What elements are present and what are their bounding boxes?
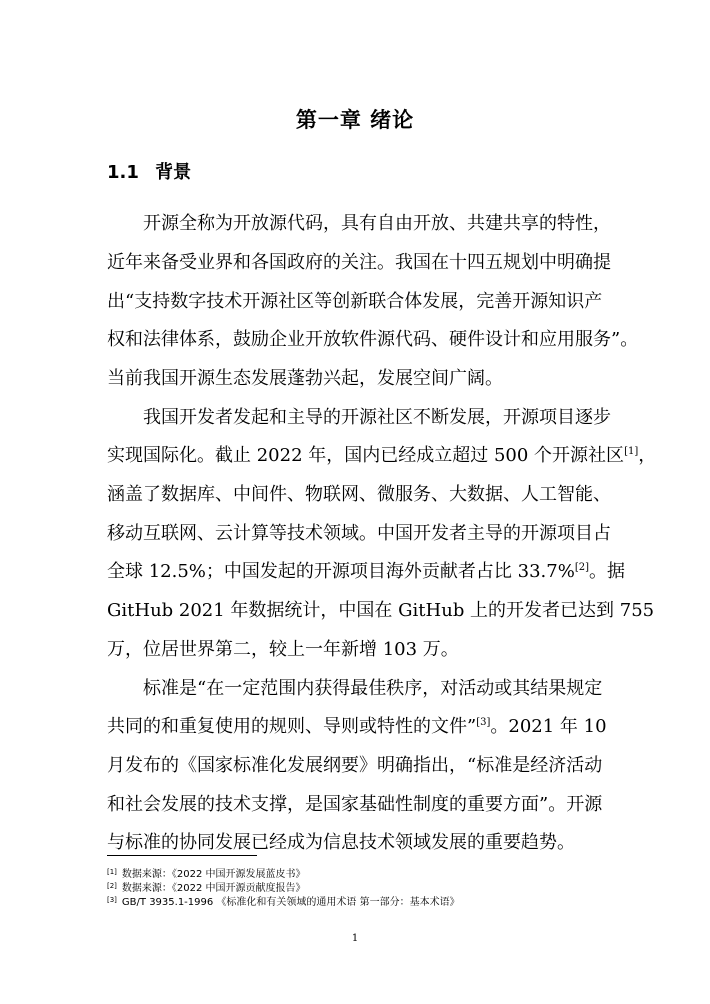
line-text: ， [638,445,657,466]
line-text: 全球 12.5%；中国发起的开源项目海外贡献者占比 33.7% [107,561,575,582]
line-text: 共同的和重复使用的规则、导则或特性的文件” [107,716,477,737]
citation-ref-2: [2] [574,562,589,573]
section-heading [107,158,191,188]
paragraph-line [107,712,607,742]
paragraph-line: 和社会发展的技术支撑，是国家基础性制度的重要方面”。开源 [107,794,603,815]
chapter-title: 第一章 绪论 [295,108,415,132]
paragraph-line: 近年来备受业界和各国政府的关注。我国在十四五规划中明确提 [107,252,611,273]
page-number: 1 [351,933,359,944]
section-title: 背景 [155,162,192,183]
footnote-mark: [1] [107,868,117,876]
paragraph-line: 开源全称为开放源代码，具有自由开放、共建共享的特性， [143,213,611,234]
paragraph-line: 出“支持数字技术开源社区等创新联合体发展，完善开源知识产 [107,291,603,312]
paragraph-line: 标准是“在一定范围内获得最佳秩序，对活动或其结果规定 [143,678,603,699]
paragraph-line [107,557,625,587]
paragraph-line: 当前我国开源生态发展蓬勃兴起，发展空间广阔。 [107,368,503,389]
paragraph-line [107,441,656,471]
line-text: 实现国际化。截止 2022 年，国内已经成立超过 500 个开源社区 [107,445,625,466]
paragraph-line: 月发布的《国家标准化发展纲要》明确指出，“标准是经济活动 [107,755,603,776]
paragraph-line: 我国开发者发起和主导的开源社区不断发展，开源项目逐步 [143,407,611,428]
paragraph-line: 万，位居世界第二，较上一年新增 103 万。 [107,639,459,660]
footnote-text: 数据来源：《2022 中国开源贡献度报告》 [121,883,306,894]
footnote-divider [107,855,257,856]
line-text: 。据 [588,561,625,582]
citation-ref-1: [1] [624,446,639,457]
footnote-text: 数据来源：《2022 中国开源发展蓝皮书》 [121,869,306,880]
footnote-mark: [3] [107,896,117,904]
citation-ref-3: [3] [476,717,491,728]
footnote-text: GB/T 3935.1-1996 《标准化和有关领域的通用术语 第一部分：基本术语》 [121,897,460,908]
footnote-mark: [2] [107,882,117,890]
section-number: 1.1 [107,162,139,183]
line-text: 。2021 年 10 [490,716,607,737]
paragraph-line: 权和法律体系，鼓励企业开放软件源代码、硬件设计和应用服务”。 [107,329,639,350]
paragraph-line: 与标准的协同发展已经成为信息技术领域发展的重要趋势。 [107,832,575,853]
footnote-2 [107,880,306,895]
footnote-3 [107,894,460,909]
paragraph-line: 移动互联网、云计算等技术领域。中国开发者主导的开源项目占 [107,523,611,544]
footnote-1 [107,866,306,881]
paragraph-line: GitHub 2021 年数据统计，中国在 GitHub 上的开发者已达到 755 [107,600,655,621]
paragraph-line: 涵盖了数据库、中间件、物联网、微服务、大数据、人工智能、 [107,484,611,505]
